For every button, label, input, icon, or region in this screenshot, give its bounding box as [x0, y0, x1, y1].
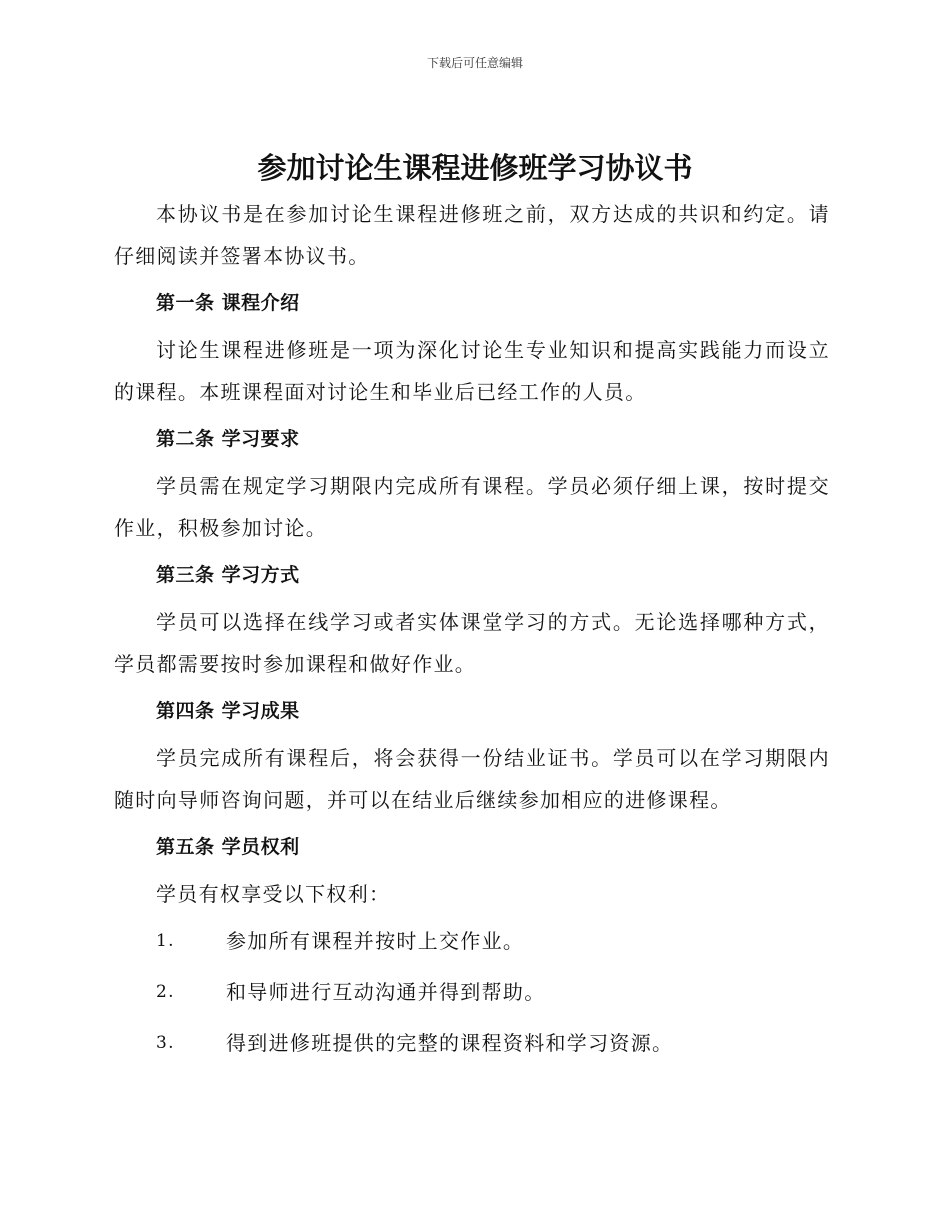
section-5-text: 学员有权享受以下权利： — [156, 882, 391, 906]
section-5-heading: 第五条 学员权利 — [156, 836, 300, 858]
section-2-heading: 第二条 学习要求 — [156, 428, 300, 450]
list-item-number: 2. — [156, 981, 175, 1002]
section-1-heading: 第一条 课程介绍 — [156, 292, 300, 314]
list-item-text: 参加所有课程并按时上交作业。 — [226, 928, 525, 953]
section-4-text: 学员完成所有课程后，将会获得一份结业证书。学员可以在学习期限内随时向导师咨询问题，并可以在结业后继续参加相应的进修课程。 — [114, 746, 830, 812]
document-body — [114, 193, 830, 1068]
header-note: 下载后可任意编辑 — [426, 56, 523, 70]
section-4-heading: 第四条 学习成果 — [156, 700, 300, 722]
list-item-number: 3. — [156, 1032, 175, 1053]
list-item — [114, 966, 830, 1017]
list-item-text: 得到进修班提供的完整的课程资料和学习资源。 — [226, 1030, 674, 1055]
section-1-text: 讨论生课程进修班是一项为深化讨论生专业知识和提高实践能力而设立的课程。本班课程面对讨论生和毕业后已经工作的人员。 — [114, 338, 830, 404]
document-title: 参加讨论生课程进修班学习协议书 — [257, 151, 693, 185]
list-item-text: 和导师进行互动沟通并得到帮助。 — [226, 979, 546, 1004]
section-3-text: 学员可以选择在线学习或者实体课堂学习的方式。无论选择哪种方式，学员都需要按时参加课程和做好作业。 — [114, 610, 830, 676]
list-item-number: 1. — [156, 930, 175, 951]
section-3-heading: 第三条 学习方式 — [156, 564, 300, 586]
list-item — [114, 915, 830, 966]
intro-paragraph: 本协议书是在参加讨论生课程进修班之前，双方达成的共识和约定。请仔细阅读并签署本协议书。 — [114, 202, 830, 268]
rights-list — [114, 915, 830, 1068]
section-2-text: 学员需在规定学习期限内完成所有课程。学员必须仔细上课，按时提交作业，积极参加讨论。 — [114, 474, 830, 540]
list-item — [114, 1017, 830, 1068]
